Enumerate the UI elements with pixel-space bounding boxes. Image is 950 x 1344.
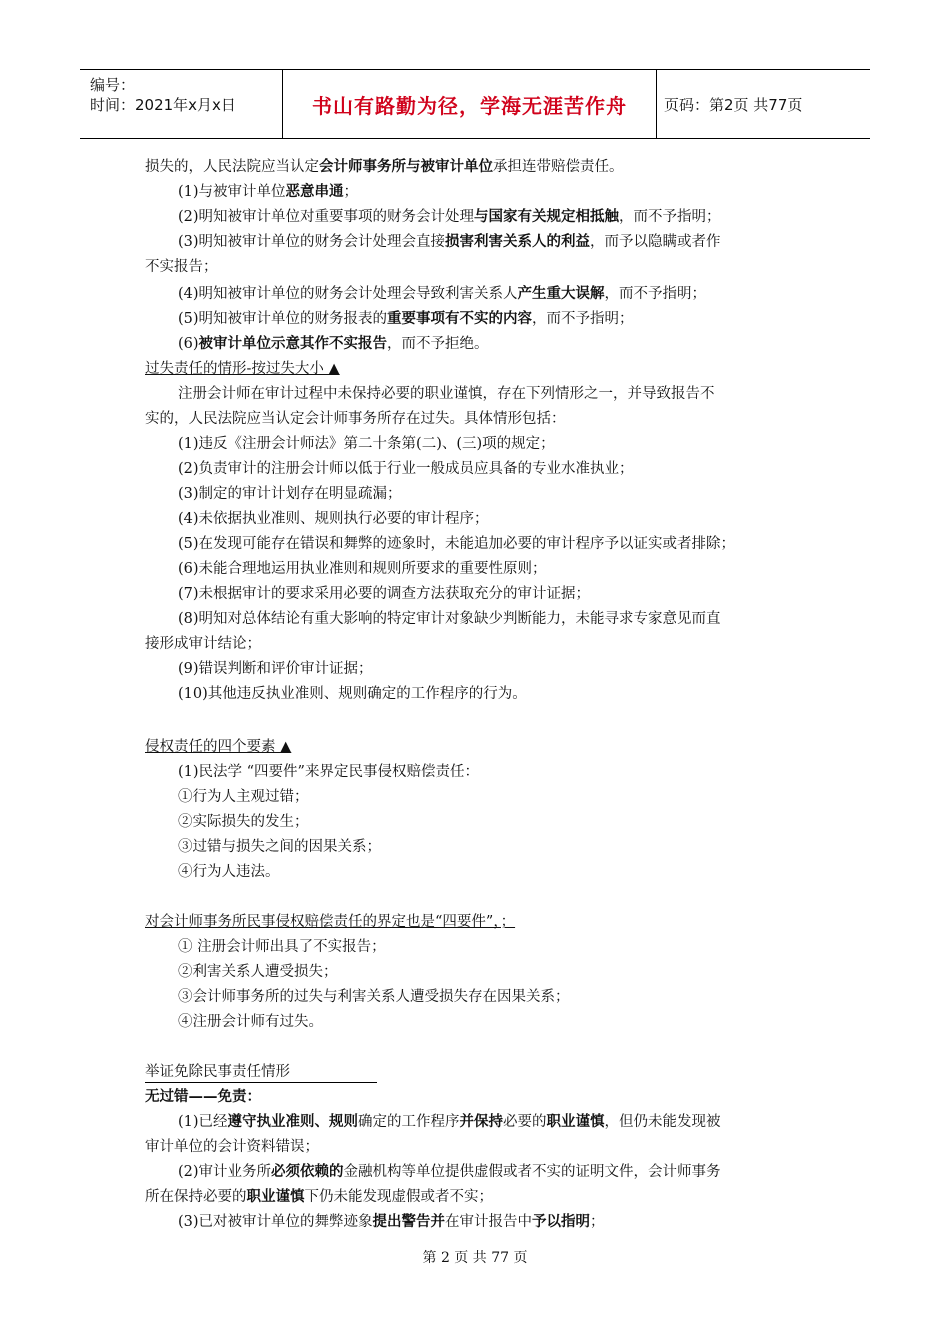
heading-firm-elements: 对会计师事务所民事侵权赔偿责任的界定也是“四要件”，； [145,914,516,930]
page-footer: 第 2 页 共 77 页 [422,1250,528,1266]
firm-element-1: ① 注册会计师出具了不实报告； [178,939,386,955]
code-label: 编号： [90,76,136,94]
heading-negligence: 过失责任的情形-按过失大小 ▲ [145,361,340,377]
element-2: ②实际损失的发生； [178,814,309,830]
negligence-item-4: (4)未依据执业准则、规则执行必要的审计程序； [178,511,489,527]
exemption-item-1-cont: 审计单位的会计资料错误； [145,1139,319,1155]
exemption-item-2: (2)审计业务所必须依赖的金融机构等单位提供虚假或者不实的证明文件，会计师事务 [178,1164,721,1180]
heading-exemption: 举证免除民事责任情形 [145,1060,377,1083]
negligence-item-5: (5)在发现可能存在错误和舞弊的迹象时，未能追加必要的审计程序予以证实或者排除； [178,536,736,552]
negligence-item-9: (9)错误判断和评价审计证据； [178,661,373,677]
negligence-item-7: (7)未根据审计的要求采用必要的调查方法获取充分的审计证据； [178,586,591,602]
item-p6: (6)被审计单位示意其作不实报告，而不予拒绝。 [178,336,489,352]
heading-four-elements: 侵权责任的四个要素 ▲ [145,739,292,755]
firm-element-2: ②利害关系人遭受损失； [178,964,338,980]
firm-element-3: ③会计师事务所的过失与利害关系人遭受损失存在因果关系； [178,989,570,1005]
firm-element-4: ④注册会计师有过失。 [178,1014,323,1030]
exemption-item-2-cont: 所在保持必要的职业谨慎下仍未能发现虚假或者不实； [145,1189,493,1205]
negligence-item-6: (6)未能合理地运用执业准则和规则所要求的重要性原则； [178,561,547,577]
element-1: ①行为人主观过错； [178,789,309,805]
elements-intro: (1)民法学 “四要件”来界定民事侵权赔偿责任： [178,764,479,780]
intro-line: 损失的，人民法院应当认定会计师事务所与被审计单位承担连带赔偿责任。 [145,159,624,175]
negligence-item-2: (2)负责审计的注册会计师以低于行业一般成员应具备的专业水准执业； [178,461,634,477]
negligence-item-10: (10)其他违反执业准则、规则确定的工作程序的行为。 [178,686,527,702]
header-page-cell [656,70,878,138]
header-table [80,69,870,139]
item-p3-cont: 不实报告； [145,259,218,275]
negligence-intro-cont: 实的，人民法院应当认定会计师事务所存在过失。具体情形包括： [145,411,566,427]
negligence-intro: 注册会计师在审计过程中未保持必要的职业谨慎，存在下列情形之一，并导致报告不 [178,386,715,402]
item-p3: (3)明知被审计单位的财务会计处理会直接损害利害关系人的利益，而予以隐瞒或者作 [178,234,721,250]
item-p4: (4)明知被审计单位的财务会计处理会导致利害关系人产生重大误解，而不予指明； [178,286,707,302]
motto: 书山有路勤为径，学海无涯苦作舟 [312,93,627,118]
exemption-item-1: (1)已经遵守执业准则、规则确定的工作程序并保持必要的职业谨慎，但仍未能发现被 [178,1114,721,1130]
page-label: 页码：第2页 共77页 [664,95,803,114]
item-p5: (5)明知被审计单位的财务报表的重要事项有不实的内容，而不予指明； [178,311,634,327]
time-label: 时间：2021年x月x日 [90,96,236,114]
exemption-item-3: (3)已对被审计单位的舞弊迹象提出警告并在审计报告中予以指明； [178,1214,605,1230]
item-p1: (1)与被审计单位恶意串通； [178,184,359,200]
element-4: ④行为人违法。 [178,864,280,880]
negligence-item-8-cont: 接形成审计结论； [145,636,261,652]
header-motto-cell [282,70,657,138]
negligence-item-1: (1)违反《注册会计师法》第二十条第(二)、(三)项的规定； [178,436,555,452]
header-left-cell [80,70,282,138]
negligence-item-3: (3)制定的审计计划存在明显疏漏； [178,486,402,502]
element-3: ③过错与损失之间的因果关系； [178,839,381,855]
item-p2: (2)明知被审计单位对重要事项的财务会计处理与国家有关规定相抵触，而不予指明； [178,209,721,225]
negligence-item-8: (8)明知对总体结论有重大影响的特定审计对象缺少判断能力，未能寻求专家意见而直 [178,611,721,627]
heading-no-fault: 无过错——免责： [145,1089,261,1105]
